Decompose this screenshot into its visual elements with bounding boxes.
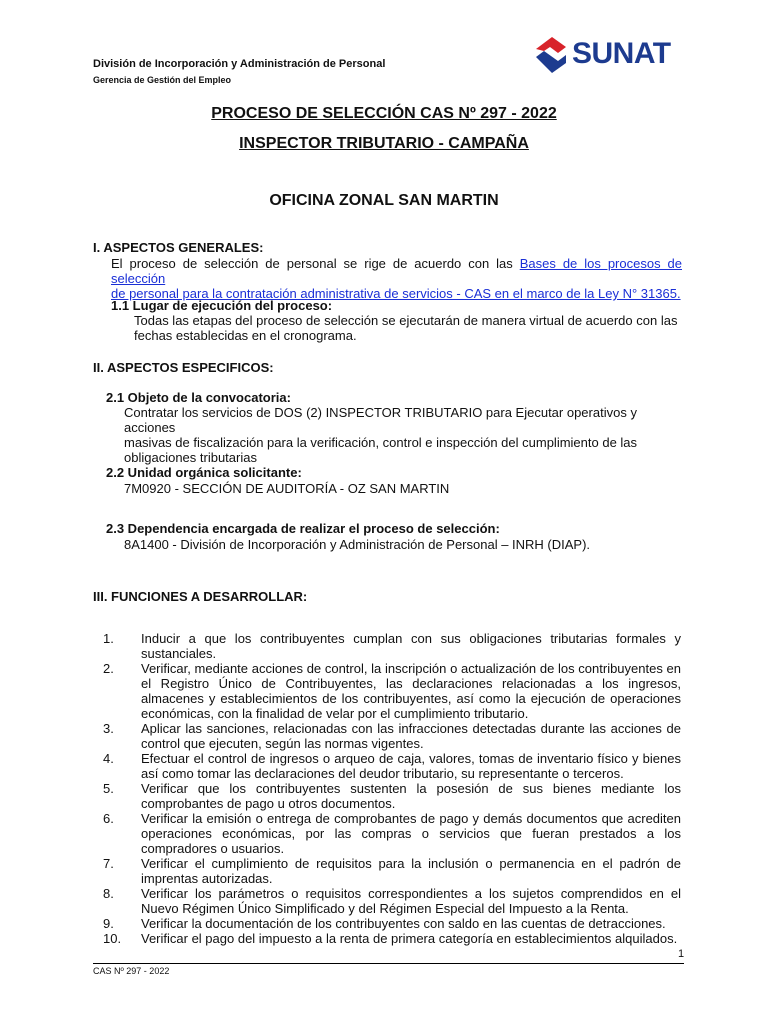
logo-text: SUNAT: [572, 37, 671, 70]
bases-link-part1[interactable]: Bases de los procesos de selección: [111, 256, 682, 286]
section-1-1-heading: 1.1 Lugar de ejecución del proceso:: [111, 298, 333, 313]
title-office: OFICINA ZONAL SAN MARTIN: [269, 192, 499, 209]
list-item: 1. Inducir a que los contribuyentes cumplan con sus obligaciones tributarias formales y sustanciales.: [103, 631, 681, 661]
list-item: 8. Verificar los parámetros o requisitos correspondientes a los sujetos comprendidos en el Nuevo Régimen Único Simplificado y del Régimen Especial del Impuesto a la Renta.: [103, 886, 681, 916]
footer-doc-ref: CAS Nº 297 - 2022: [93, 966, 170, 976]
functions-list: [103, 631, 681, 946]
section-1-1-text: Todas las etapas del proceso de selección se ejecutarán de manera virtual de acuerdo con las fechas establecidas en el cronograma.: [134, 313, 678, 343]
page-number: 1: [678, 948, 685, 960]
title-process: PROCESO DE SELECCIÓN CAS Nº 297 - 2022: [211, 105, 557, 122]
list-item: 5. Verificar que los contribuyentes sustenten la posesión de sus bienes mediante los comprobantes de pago u otros documentos.: [103, 781, 681, 811]
list-item: 2. Verificar, mediante acciones de control, la inscripción o actualización de los contribuyentes en el Registro Único de Contribuyentes, las declaraciones relacionadas a los ingresos, almacenes y establecimientos de los contribuyentes, así como la ejecución de operaciones económicas, con la finalidad de velar por el cumplimiento tributario.: [103, 661, 681, 721]
header-gerencia: Gerencia de Gestión del Empleo: [93, 75, 232, 85]
section-2-2-heading: 2.2 Unidad orgánica solicitante:: [106, 465, 302, 480]
section-2-2-text: 7M0920 - SECCIÓN DE AUDITORÍA - OZ SAN MARTIN: [124, 481, 450, 496]
section-1-intro: El proceso de selección de personal se rige de acuerdo con las Bases de los procesos de selección de personal para la contratación administrativa de servicios - CAS en el marco de la Ley N° 31365.: [111, 256, 682, 301]
footer-divider: [93, 963, 684, 964]
sunat-logo: [532, 33, 684, 79]
list-item: 9. Verificar la documentación de los contribuyentes con saldo en las cuentas de detracciones.: [103, 916, 666, 931]
list-item: 6. Verificar la emisión o entrega de comprobantes de pago y demás documentos que acrediten operaciones económicas, por las compras o servicios que fueran prestados a los compradores o usuarios.: [103, 811, 681, 856]
list-item: 10. Verificar el pago del impuesto a la renta de primera categoría en establecimientos alquilados.: [103, 931, 678, 946]
list-item: 7. Verificar el cumplimiento de requisitos para la inclusión o permanencia en el padrón de imprentas autorizadas.: [103, 856, 681, 886]
section-2-heading: II. ASPECTOS ESPECIFICOS:: [93, 360, 274, 375]
list-item: 3. Aplicar las sanciones, relacionadas con las infracciones detectadas durante las acciones de control que ejecuten, según las normas vigentes.: [103, 721, 681, 751]
header-division: División de Incorporación y Administración de Personal: [93, 58, 386, 70]
section-2-3-text: 8A1400 - División de Incorporación y Administración de Personal – INRH (DIAP).: [124, 537, 591, 552]
section-3-heading: III. FUNCIONES A DESARROLLAR:: [93, 589, 308, 604]
section-2-3-heading: 2.3 Dependencia encargada de realizar el proceso de selección:: [106, 521, 500, 536]
section-2-1-text: Contratar los servicios de DOS (2) INSPECTOR TRIBUTARIO para Ejecutar operativos y acciones masivas de fiscalización para la verificación, control e inspección del cumplimiento de las obligaciones tributarias: [124, 405, 638, 465]
title-position: INSPECTOR TRIBUTARIO - CAMPAÑA: [239, 135, 529, 152]
bases-link-part2[interactable]: de personal para la contratación administrativa de servicios - CAS en el marco de la Ley N° 31365.: [111, 286, 681, 301]
section-1-heading: I. ASPECTOS GENERALES:: [93, 240, 264, 255]
list-item: 4. Efectuar el control de ingresos o arqueo de caja, valores, tomas de inventario físico y bienes así como tomar las declaraciones del deudor tributario, su representante o terceros.: [103, 751, 681, 781]
sunat-emblem-icon: [532, 35, 570, 75]
section-2-1-heading: 2.1 Objeto de la convocatoria:: [106, 390, 291, 405]
